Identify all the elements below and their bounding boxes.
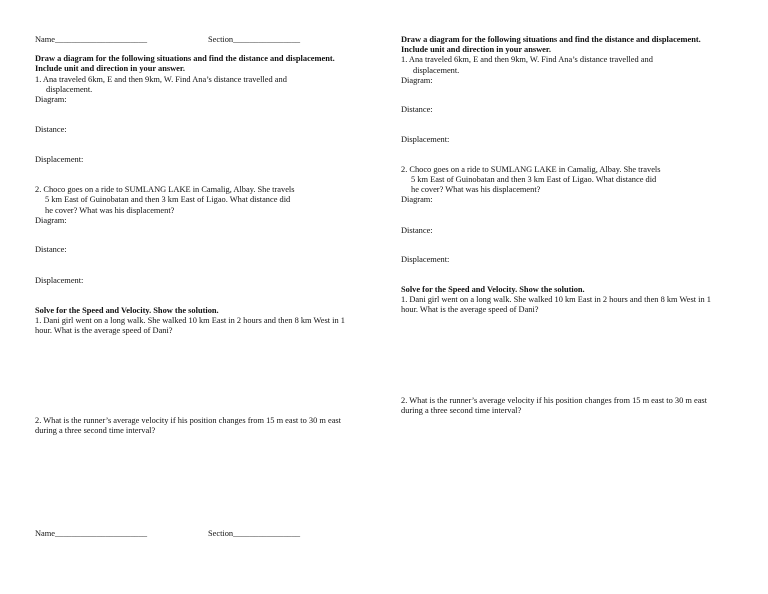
diagram-label: Diagram:: [401, 195, 433, 204]
name-field-label: Name______________________: [35, 35, 148, 44]
displacement-label: Displacement:: [401, 135, 450, 144]
question-2-text-line3: he cover? What was his displacement?: [411, 185, 541, 194]
question-1-text-line1: 1. Ana traveled 6km, E and then 9km, W. Find Ana’s distance travelled and: [401, 55, 653, 64]
section-field-label: Section________________: [208, 529, 301, 538]
question-2-text-line2: 5 km East of Guinobatan and then 3 km East of Ligao. What distance did: [411, 175, 657, 184]
question-2-text-line3: he cover? What was his displacement?: [45, 206, 175, 215]
name-field-label: Name______________________: [35, 529, 148, 538]
section-field-label: Section________________: [208, 35, 301, 44]
question-1-text-line1: 1. Ana traveled 6km, E and then 9km, W. Find Ana’s distance travelled and: [35, 75, 287, 84]
speed-question-1-line2: hour. What is the average speed of Dani?: [35, 326, 173, 335]
instruction-heading-line2: Include unit and direction in your answer.: [35, 64, 185, 73]
question-2-text-line2: 5 km East of Guinobatan and then 3 km East of Ligao. What distance did: [45, 195, 291, 204]
speed-question-1-line1: 1. Dani girl went on a long walk. She walked 10 km East in 2 hours and then 8 km West in 1: [401, 295, 711, 304]
instruction-heading-line2: Include unit and direction in your answer.: [401, 45, 551, 54]
diagram-label: Diagram:: [35, 216, 67, 225]
question-1-text-line2: displacement.: [46, 85, 93, 94]
displacement-label: Displacement:: [401, 255, 450, 264]
speed-question-2-line1: 2. What is the runner’s average velocity if his position changes from 15 m east to 30 m east: [401, 396, 708, 405]
displacement-label: Displacement:: [35, 276, 84, 285]
question-1-text-line2: displacement.: [413, 66, 460, 75]
speed-question-2-line2: during a three second time interval?: [35, 426, 156, 435]
speed-question-2-line2: during a three second time interval?: [401, 406, 522, 415]
diagram-label: Diagram:: [401, 76, 433, 85]
distance-label: Distance:: [401, 226, 433, 235]
speed-velocity-heading: Solve for the Speed and Velocity. Show the solution.: [401, 285, 585, 294]
speed-question-1-line1: 1. Dani girl went on a long walk. She walked 10 km East in 2 hours and then 8 km West in 1: [35, 316, 345, 325]
question-2-text-line1: 2. Choco goes on a ride to SUMLANG LAKE in Camalig, Albay. She travels: [401, 165, 661, 174]
displacement-label: Displacement:: [35, 155, 84, 164]
diagram-label: Diagram:: [35, 95, 67, 104]
speed-question-2-line1: 2. What is the runner’s average velocity if his position changes from 15 m east to 30 m east: [35, 416, 342, 425]
instruction-heading-line1: Draw a diagram for the following situations and find the distance and displacement.: [401, 35, 701, 44]
distance-label: Distance:: [35, 125, 67, 134]
question-2-text-line1: 2. Choco goes on a ride to SUMLANG LAKE in Camalig, Albay. She travels: [35, 185, 295, 194]
distance-label: Distance:: [401, 105, 433, 114]
instruction-heading-line1: Draw a diagram for the following situations and find the distance and displacement.: [35, 54, 335, 63]
distance-label: Distance:: [35, 245, 67, 254]
speed-question-1-line2: hour. What is the average speed of Dani?: [401, 305, 539, 314]
speed-velocity-heading: Solve for the Speed and Velocity. Show the solution.: [35, 306, 219, 315]
